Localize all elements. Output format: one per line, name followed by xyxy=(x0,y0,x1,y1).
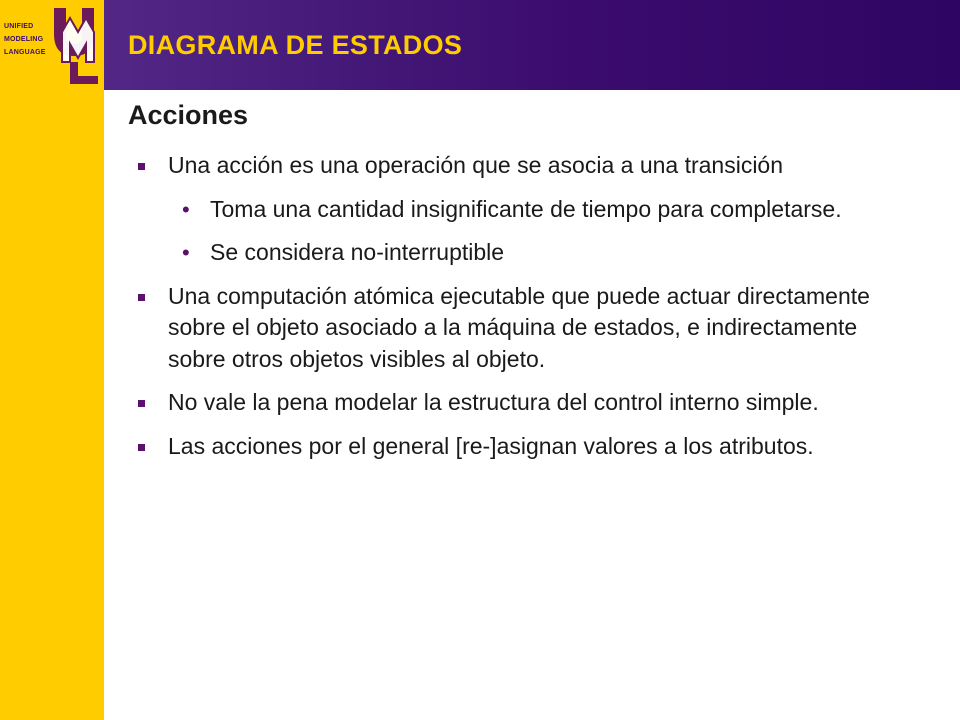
list-item xyxy=(136,387,916,419)
bullet-text: Las acciones por el general [re-]asignan valores a los atributos. xyxy=(168,432,814,459)
sub-bullet-text: Se considera no-interruptible xyxy=(210,239,505,265)
sub-bullet-text: Toma una cantidad insignificante de tiempo para completarse. xyxy=(210,195,842,222)
list-item xyxy=(136,431,916,463)
uml-logo xyxy=(0,0,104,90)
uml-mark-icon xyxy=(40,4,100,86)
logo-text xyxy=(4,20,46,59)
bullet-list xyxy=(136,150,916,474)
section-title: Acciones xyxy=(128,100,249,130)
sidebar-band xyxy=(0,90,104,720)
square-bullet-icon xyxy=(138,444,145,451)
sub-list-item xyxy=(136,194,916,226)
dot-bullet-icon: • xyxy=(182,240,190,265)
logo-line-modeling: MODELING xyxy=(4,36,44,43)
bullet-text: Una acción es una operación que se asocia a una transición xyxy=(168,152,784,178)
dot-bullet-icon: • xyxy=(182,196,190,222)
slide-title: DIAGRAMA DE ESTADOS xyxy=(128,30,463,60)
bullet-text: Una computación atómica ejecutable que puede actuar directamente sobre el objeto asociado a la máquina de estados, e indirectamente sobre otros objetos visibles al objeto. xyxy=(168,282,870,372)
sub-list-item xyxy=(136,237,916,269)
bullet-text: No vale la pena modelar la estructura del control interno simple. xyxy=(168,389,819,415)
list-item xyxy=(136,281,916,376)
square-bullet-icon xyxy=(138,163,145,170)
square-bullet-icon xyxy=(138,294,145,301)
logo-line-language: LANGUAGE xyxy=(4,49,46,56)
square-bullet-icon xyxy=(138,400,145,407)
logo-line-unified: UNIFIED xyxy=(4,23,34,30)
list-item xyxy=(136,150,916,182)
